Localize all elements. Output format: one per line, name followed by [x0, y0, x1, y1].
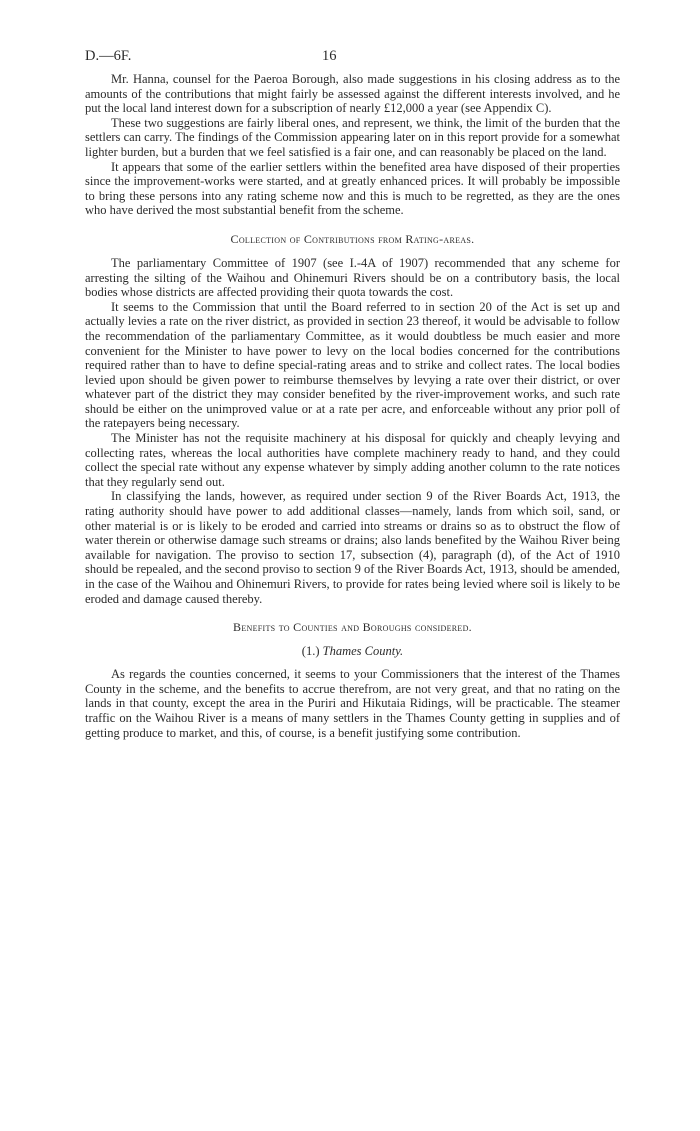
paragraph: As regards the counties concerned, it seems to your Commissioners that the interest of the Thames County in the scheme, and the benefits to accrue therefrom, are not very great, and that no rating on the lands in that county, except the area in the Puriri and Hikutaia Ridings, will be practicable. The steamer traffic on the Waihou River is a means of many settlers in the Thames County getting in supplies and of getting produce to market, and this, of course, is a benefit justifying some contribution. [85, 667, 620, 740]
benefits-section [85, 667, 620, 740]
section-heading-collection: Collection of Contributions from Rating-areas. [230, 231, 475, 246]
section-heading-benefits: Benefits to Counties and Boroughs considered. [233, 620, 472, 635]
paragraph: The Minister has not the requisite machinery at his disposal for quickly and cheaply levying and collecting rates, whereas the local authorities have complete machinery ready to hand, and they could collect the special rate without any expense whatever by simply adding another column to the rate notices that they regularly send out. [85, 431, 620, 489]
page-header [85, 48, 620, 72]
paragraph: These two suggestions are fairly liberal ones, and represent, we think, the limit of the burden that the settlers can carry. The findings of the Commission appearing later on in this report provide for a somewhat lighter burden, but a burden that we feel satisfied is a fair one, and can reasonably be placed on the land. [85, 115, 620, 159]
paragraph: Mr. Hanna, counsel for the Paeroa Borough, also made suggestions in his closing address as to the amounts of the contributions that might fairly be assessed against the different interests involved, and he put the local land interest down for a subscription of nearly £12,000 a year (see Appendix C). [85, 72, 620, 116]
collection-section [85, 256, 620, 606]
paragraph: The parliamentary Committee of 1907 (see I.-4A of 1907) recommended that any scheme for arresting the silting of the Waihou and Ohinemuri Rivers should be on a contributory basis, the local bodies whose districts are affected providing their quota towards the cost. [85, 255, 620, 300]
subsection-number: (1.) [301, 644, 320, 659]
subsection-name: Thames County. [322, 644, 404, 659]
intro-section [85, 72, 620, 218]
page-number: 16 [322, 48, 337, 64]
paragraph: It appears that some of the earlier settlers within the benefited area have disposed of their properties since the improvement-works were started, and at greatly enhanced prices. It will probably be impossible to bring these persons into any rating scheme now and this is much to be regretted, as they are the ones who have derived the most substantial benefit from the scheme. [85, 159, 620, 218]
document-reference: D.—6F. [85, 48, 132, 64]
paragraph: It seems to the Commission that until the Board referred to in section 20 of the Act is set up and actually levies a rate on the river district, as provided in section 23 thereof, it would be advisable to follow the recommendation of the parliamentary Committee, as it would doubtless be much easier and more convenient for the Minister to have power to levy on the local bodies concerned for the contributions required rather than to have to define special-rating areas and to strike and collect rates. The local bodies levied upon should be given power to reimburse themselves by levying a rate over their district, or over whatever part of the district they may consider benefited by the river-improvement works, and such rate should be either on the unimproved value or at a rate per acre, and enforceable without any prior poll of the ratepayers being necessary. [85, 299, 620, 431]
subsection-heading [85, 644, 620, 659]
document-page [85, 48, 620, 740]
paragraph: In classifying the lands, however, as required under section 9 of the River Boards Act, 1913, the rating authority should have power to add additional classes—namely, lands from which soil, sand, or other material is or is likely to be eroded and carried into streams or drains so as to obstruct the flow of water therein or otherwise damage such streams or drains; also lands benefited by the Waihou River being available for navigation. The proviso to section 17, subsection (4), paragraph (d), of the Act of 1910 should be repealed, and the second proviso to section 9 of the River Boards Act, 1913, should be amended, in the case of the Waihou and Ohinemuri Rivers, to provide for rates being levied where soil is likely to be eroded and damage caused thereby. [85, 489, 620, 606]
